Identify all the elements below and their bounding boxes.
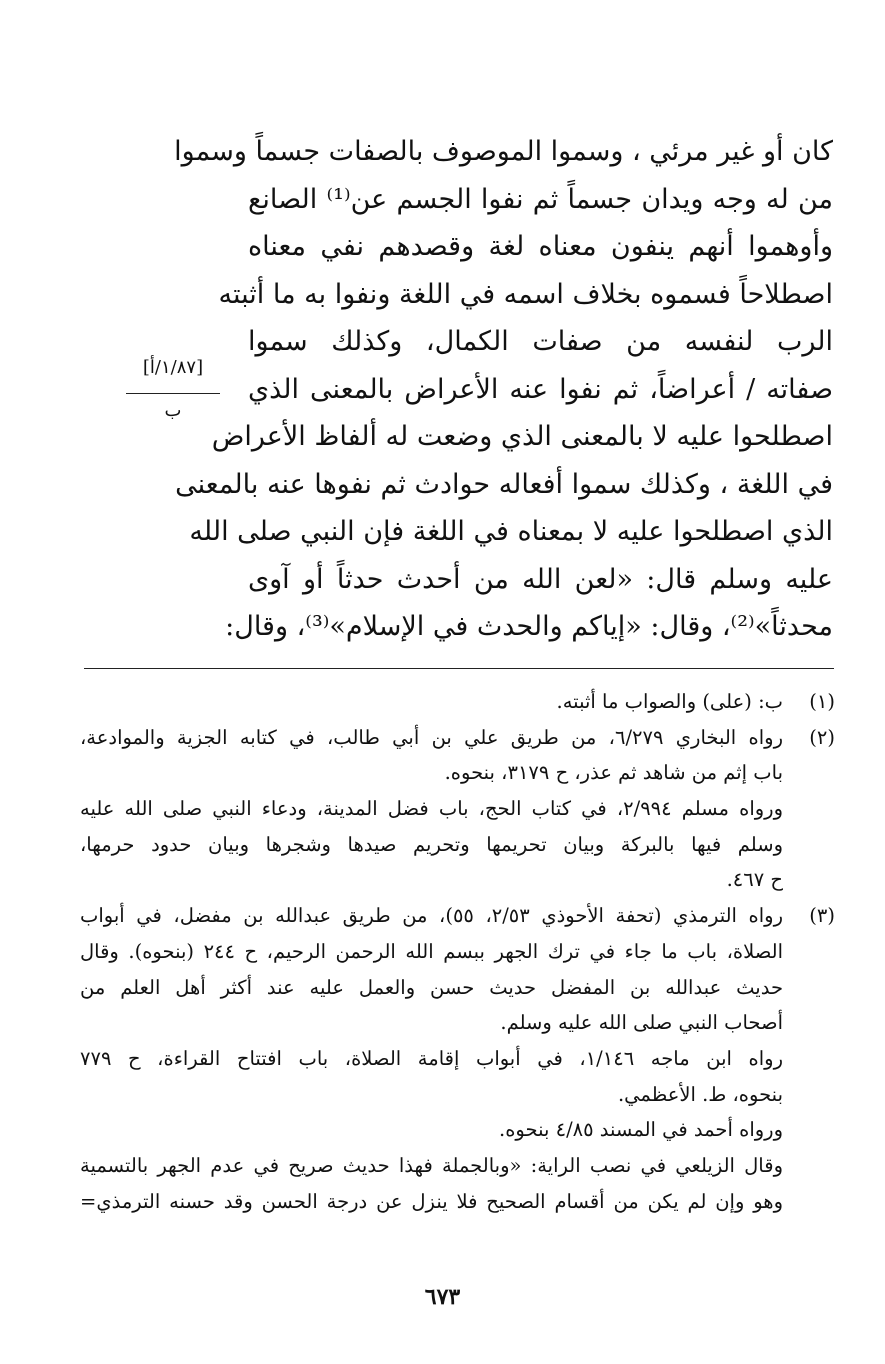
footnote-line: وقال الزيلعي في نصب الراية: «وبالجملة فهذا حديث صريح في عدم الجهر بالتسمية — [80, 1153, 783, 1177]
footnote-line: وهو وإن لم يكن من أقسام الصحيح فلا ينزل عن درجة الحسن وقد حسنه الترمذي= — [80, 1189, 783, 1213]
footnote-line: أصحاب النبي صلى الله عليه وسلم. — [500, 1011, 783, 1035]
main-text-line: كان أو غير مرئي ، وسموا الموصوف بالصفات جسماً وسموا — [174, 136, 833, 167]
footnote-line: بنحوه، ط. الأعظمي. — [617, 1082, 783, 1106]
footnote-body — [80, 898, 783, 1219]
footnote-line: ورواه أحمد في المسند ٤/٨٥ بنحوه. — [499, 1118, 783, 1142]
main-text-line: من له وجه ويدان جسماً ثم نفوا الجسم عن⁽¹⁾ الصانع — [248, 183, 833, 215]
main-text-line: الرب لنفسه من صفات الكمال، وكذلك سموا — [248, 326, 833, 357]
footnote-separator — [84, 668, 834, 669]
manuscript-folio-marker — [118, 355, 228, 424]
footnote-number: (٢) — [809, 725, 835, 749]
footnote-body — [80, 720, 783, 898]
footnote-number: (١) — [809, 690, 835, 713]
footnote-body — [80, 684, 783, 720]
footnote-line: ح ٤٦٧. — [726, 868, 783, 892]
footnote-line: ورواه مسلم ٢/٩٩٤، في كتاب الحج، باب فضل المدينة، ودعاء النبي صلى الله عليه — [80, 797, 783, 821]
main-text-line: وأوهموا أنهم ينفون معناه لغة وقصدهم نفي معناه — [248, 231, 833, 262]
main-text-line: اصطلحوا عليه لا بالمعنى الذي وضعت له ألفاظ الأعراض — [211, 421, 833, 452]
footnote-line: ب: (على) والصواب ما أثبته. — [556, 690, 783, 713]
footnote-line: رواه ابن ماجه ١/١٤٦، في أبواب إقامة الصلاة، باب افتتاح القراءة، ح ٧٧٩ — [80, 1046, 783, 1070]
footnote-line: حديث عبدالله بن المفضل حديث حسن والعمل عليه عند أكثر أهل العلم من — [80, 975, 783, 999]
main-text-line: عليه وسلم قال: «لعن الله من أحدث حدثاً أو آوى — [248, 563, 833, 595]
footnote-line: رواه البخاري ٦/٢٧٩، من طريق علي بن أبي طالب، في كتابه الجزية والموادعة، — [80, 725, 783, 749]
footnote-2 — [80, 720, 835, 898]
footnote-1 — [80, 684, 835, 720]
footnote-line: رواه الترمذي (تحفة الأحوذي ٢/٥٣، ٥٥)، من طريق عبدالله بن مفضل، في أبواب — [80, 904, 783, 928]
folio-reference: [١/٨٧/أ] — [142, 357, 204, 378]
main-text-line: صفاته / أعراضاً، ثم نفوا عنه الأعراض بالمعنى الذي — [248, 373, 833, 405]
main-text-line: الذي اصطلحوا عليه لا بمعناه في اللغة فإن النبي صلى الله — [189, 516, 833, 547]
footnote-line: باب إثم من شاهد ثم عذر، ح ٣١٧٩، بنحوه. — [444, 761, 783, 785]
manuscript-letter: ب — [164, 400, 182, 421]
page-number: ٦٧٣ — [424, 1284, 461, 1310]
main-text-line: محدثاً»⁽²⁾، وقال: «إياكم والحدث في الإسلام»⁽³⁾، وقال: — [225, 611, 833, 642]
footnotes-section — [80, 684, 835, 1219]
footnote-3 — [80, 898, 835, 1219]
footnote-number: (٣) — [809, 904, 835, 928]
main-text-line: اصطلاحاً فسموه بخلاف اسمه في اللغة ونفوا به ما أثبته — [218, 278, 833, 310]
main-text-block — [174, 128, 833, 651]
folio-divider — [126, 393, 220, 394]
footnote-line: الصلاة، باب ما جاء في ترك الجهر ببسم الله الرحمن الرحيم، ح ٢٤٤ (بنحوه). وقال — [80, 939, 783, 963]
footnote-line: وسلم فيها بالبركة وبيان تحريمها وتحريم صيدها وشجرها وبيان حدود حرمها، — [80, 832, 783, 856]
main-text-line: في اللغة ، وكذلك سموا أفعاله حوادث ثم نفوها عنه بالمعنى — [175, 468, 833, 500]
